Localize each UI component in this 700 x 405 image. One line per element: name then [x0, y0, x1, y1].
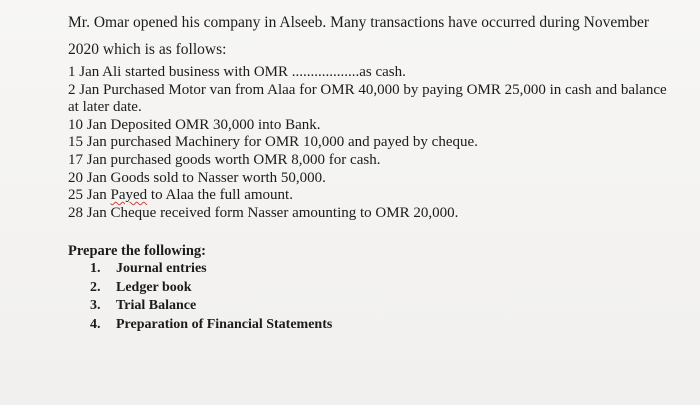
- transaction-item: 10 Jan Deposited OMR 30,000 into Bank.: [68, 116, 321, 133]
- transaction-item: 17 Jan purchased goods worth OMR 8,000 for cash.: [68, 151, 381, 168]
- transaction-item: [68, 187, 668, 205]
- transaction-blank: ..................as cash.: [291, 64, 406, 80]
- transaction-text: 1 Jan Ali started business with OMR: [68, 64, 292, 80]
- prepare-item: [90, 260, 332, 279]
- transaction-text: 25 Jan: [68, 187, 111, 204]
- prepare-item-number: 3.: [90, 298, 101, 313]
- transaction-list: [68, 64, 668, 222]
- intro-line-1: Mr. Omar opened his company in Alseeb. Many transactions have occurred during November: [68, 14, 650, 31]
- transaction-item: 20 Jan Goods sold to Nasser worth 50,000.: [68, 169, 326, 186]
- prepare-item-label: Trial Balance: [116, 298, 197, 313]
- prepare-item-label: Ledger book: [116, 279, 192, 295]
- prepare-item-number: 1.: [90, 261, 101, 276]
- prepare-item-label: Journal entries: [116, 261, 207, 276]
- prepare-item-label: Preparation of Financial Statements: [116, 316, 333, 332]
- intro-line-2: 2020 which is as follows:: [68, 41, 227, 58]
- spellcheck-flagged-word: Payed: [110, 187, 148, 204]
- prepare-item-number: 2.: [90, 279, 101, 295]
- prepare-item: [90, 297, 332, 316]
- transaction-item: 15 Jan purchased Machinery for OMR 10,000 and payed by cheque.: [68, 134, 478, 151]
- prepare-item: [90, 316, 332, 335]
- transaction-item: [68, 64, 668, 82]
- transaction-item: 28 Jan Cheque received form Nasser amounting to OMR 20,000.: [68, 204, 459, 221]
- prepare-list: [90, 260, 332, 334]
- prepare-item-number: 4.: [90, 316, 101, 332]
- transaction-item: 2 Jan Purchased Motor van from Alaa for OMR 40,000 by paying OMR 25,000 in cash and balance at later date.: [68, 81, 667, 116]
- intro-paragraph: [68, 9, 678, 63]
- prepare-heading: Prepare the following:: [68, 243, 206, 259]
- transaction-text: to Alaa the full amount.: [147, 187, 293, 204]
- prepare-item: [90, 279, 332, 298]
